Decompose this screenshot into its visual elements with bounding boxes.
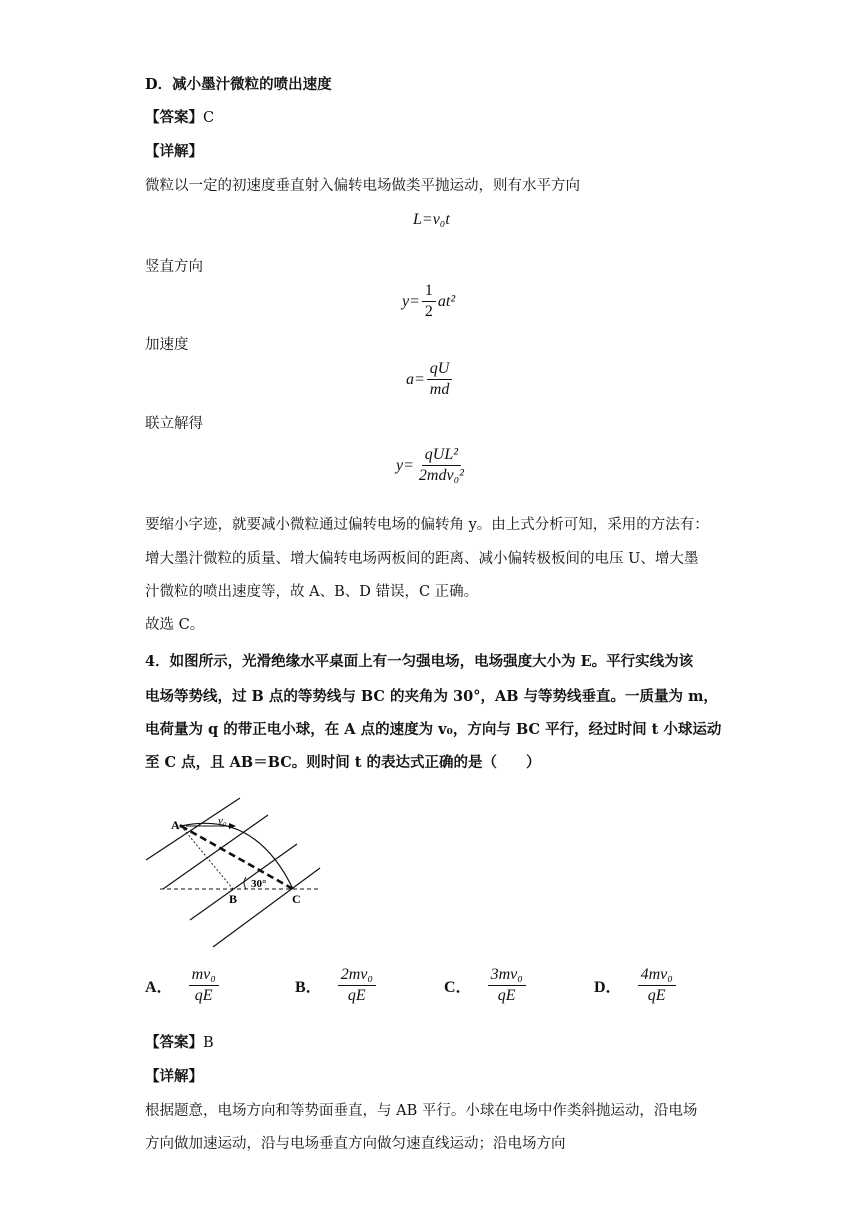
option-b-fraction xyxy=(338,966,376,1006)
option-b-denominator: qE xyxy=(347,987,366,1005)
eq2-rhs: at² xyxy=(437,292,456,310)
option-c xyxy=(444,966,528,1006)
option-c-numerator: 3mv₀ xyxy=(488,966,526,986)
eq3-fraction xyxy=(427,360,453,400)
equipotential-line-4 xyxy=(213,868,320,947)
eq4-numerator: qUL² xyxy=(422,446,461,466)
detail-heading-1: 【详解】 xyxy=(145,143,203,160)
dotted-line-ab xyxy=(181,826,233,889)
eq3-denominator: md xyxy=(429,381,450,399)
equation-2 xyxy=(402,282,455,322)
option-a-label: A． xyxy=(145,979,173,997)
option-a-fraction xyxy=(189,966,219,1006)
eq4-lhs: y= xyxy=(396,456,414,474)
question-4-line-4: 至 C 点，且 AB＝BC。则时间 t 的表达式正确的是（ ） xyxy=(145,754,541,771)
answer-line-2 xyxy=(145,1031,214,1052)
label-a: A xyxy=(171,818,180,832)
label-angle: 30° xyxy=(251,878,267,890)
question-4-line-2: 电场等势线，过 B 点的等势线与 BC 的夹角为 30°，AB 与等势线垂直。一质量为 m， xyxy=(145,688,718,705)
option-c-denominator: qE xyxy=(497,987,516,1005)
equation-3 xyxy=(406,360,454,400)
option-a xyxy=(145,966,221,1006)
paragraph-2: 竖直方向 xyxy=(145,259,203,275)
label-c: C xyxy=(292,892,301,906)
option-a-numerator: mv₀ xyxy=(189,966,219,986)
label-v0: v₀ xyxy=(218,815,227,827)
option-d-label: D． xyxy=(594,979,622,997)
answer-tag-2: 【答案】 xyxy=(145,1034,203,1051)
option-c-label: C． xyxy=(444,979,472,997)
angle-arc xyxy=(244,877,246,889)
answer-line-1 xyxy=(145,106,214,127)
label-b: B xyxy=(229,892,238,906)
eq2-lhs: y= xyxy=(402,292,420,310)
eq4-denominator: 2mdv₀² xyxy=(418,467,464,485)
paragraph-9: 根据题意，电场方向和等势面垂直，与 AB 平行。小球在电场中作类斜抛运动，沿电场 xyxy=(145,1103,698,1119)
equipotential-line-1 xyxy=(146,798,240,860)
trajectory-arc xyxy=(181,823,293,889)
answer-tag: 【答案】 xyxy=(145,109,203,126)
paragraph-1: 微粒以一定的初速度垂直射入偏转电场做类平抛运动，则有水平方向 xyxy=(145,178,580,194)
detail-heading-2: 【详解】 xyxy=(145,1068,203,1085)
eq2-numerator: 1 xyxy=(422,282,436,302)
paragraph-10: 方向做加速运动，沿与电场垂直方向做匀速直线运动；沿电场方向 xyxy=(145,1136,566,1152)
paragraph-3: 加速度 xyxy=(145,337,189,353)
dashed-line-ac xyxy=(181,826,293,889)
field-diagram xyxy=(140,795,340,955)
option-b xyxy=(295,966,378,1006)
option-d-numerator: 4mv₀ xyxy=(638,966,676,986)
paragraph-7: 汁微粒的喷出速度等，故 A、B、D 错误，C 正确。 xyxy=(145,584,479,600)
point-a xyxy=(179,824,182,827)
question-4-line-1: 4．如图所示，光滑绝缘水平桌面上有一匀强电场，电场强度大小为 E。平行实线为该 xyxy=(145,653,694,670)
eq3-lhs: a= xyxy=(406,370,425,388)
eq2-fraction xyxy=(422,282,436,322)
option-d xyxy=(594,966,678,1006)
option-a-denominator: qE xyxy=(194,987,213,1005)
eq2-denominator: 2 xyxy=(424,303,433,321)
eq4-fraction xyxy=(416,446,467,486)
paragraph-6: 增大墨汁微粒的质量、增大偏转电场两板间的距离、减小偏转极板间的电压 U、增大墨 xyxy=(145,551,699,567)
option-c-fraction xyxy=(488,966,526,1006)
paragraph-8: 故选 C。 xyxy=(145,617,205,633)
question-4-line-3: 电荷量为 q 的带正电小球，在 A 点的速度为 v₀，方向与 BC 平行，经过时间 t 小球运动 xyxy=(145,721,722,738)
option-b-label: B． xyxy=(295,979,322,997)
paragraph-5: 要缩小字迹，就要减小微粒通过偏转电场的偏转角 y。由上式分析可知，采用的方法有： xyxy=(145,517,709,533)
equation-1: L=v₀t xyxy=(413,211,450,228)
option-d-denominator: qE xyxy=(647,987,666,1005)
eq3-numerator: qU xyxy=(427,360,453,380)
paragraph-4: 联立解得 xyxy=(145,416,203,432)
option-d-fraction xyxy=(638,966,676,1006)
equation-4 xyxy=(396,446,469,486)
answer-value: C xyxy=(203,110,215,126)
option-d-line: D．减小墨汁微粒的喷出速度 xyxy=(145,76,332,93)
answer-value-2: B xyxy=(203,1035,214,1051)
option-b-numerator: 2mv₀ xyxy=(338,966,376,986)
